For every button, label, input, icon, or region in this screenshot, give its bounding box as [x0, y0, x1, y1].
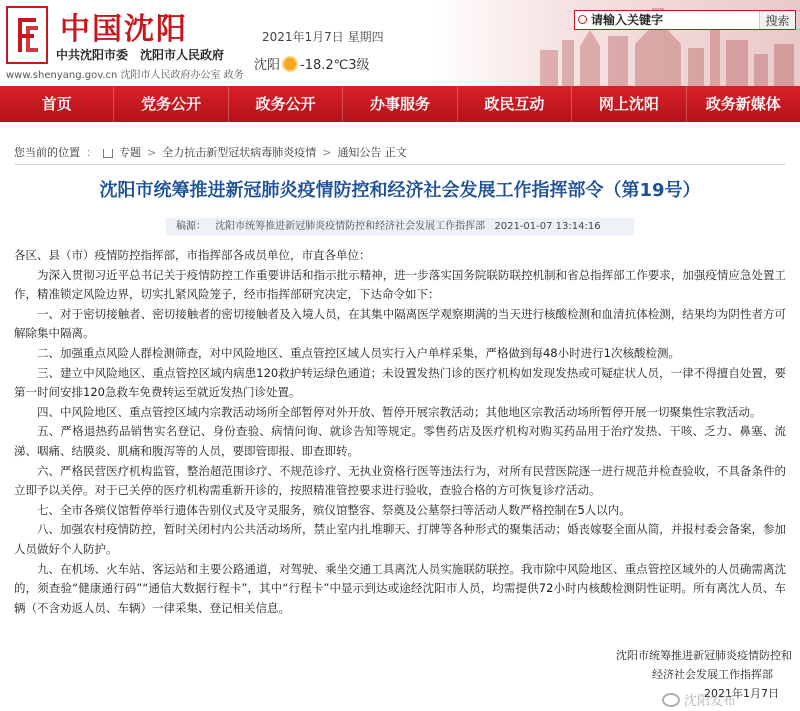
breadcrumb-divider [14, 164, 786, 165]
article-source: 沈阳市统筹推进新冠肺炎疫情防控和经济社会发展工作指挥部 [215, 221, 486, 232]
search-box [574, 10, 796, 30]
article-datetime: 2021-01-07 13:14:16 [494, 221, 601, 232]
breadcrumb-separator: > [322, 145, 332, 159]
weather-city: 沈阳 [254, 58, 281, 73]
nav-item-party-affairs[interactable]: 党务公开 [114, 86, 228, 122]
weather-text: -18.2℃3级 [300, 58, 370, 73]
article-body [14, 246, 786, 618]
search-input[interactable] [575, 11, 759, 29]
article-paragraph: 五、严格退热药品销售实名登记、身份查验、病情问询、就诊告知等规定。零售药店及医疗机构对购买药品用于治疗发热、干咳、乏力、鼻塞、流涕、咽痛、结膜炎、肌痛和腹泻等的人员，要即管即报、即查即转。 [14, 424, 786, 458]
article-paragraph: 为深入贯彻习近平总书记关于疫情防控工作重要讲话和指示批示精神，进一步落实国务院联防联控机制和省总指挥部工作要求，加强疫情应急处置工作，精准锁定风险边界，切实扎紧风险笼子，经市指挥部研究决定，下达命令如下： [14, 267, 786, 302]
home-icon [103, 149, 113, 158]
source-label: 稿源： [176, 221, 206, 232]
breadcrumb [14, 144, 407, 160]
main-navigation [0, 86, 800, 122]
article-meta [166, 218, 634, 236]
article-paragraph: 七、全市各殡仪馆暂停举行遗体告别仪式及守灵服务，殡仪馆整容、祭奠及公墓祭扫等活动人数严格控制在5人以内。 [37, 502, 631, 517]
breadcrumb-item-notice[interactable]: 通知公告 正文 [337, 146, 407, 159]
weibo-watermark [662, 690, 736, 709]
breadcrumb-prefix: 您当前的位置 [14, 146, 80, 159]
weather-widget [254, 54, 370, 73]
weibo-icon [662, 693, 680, 707]
nav-item-new-media[interactable]: 政务新媒体 [705, 95, 781, 113]
nav-item-home[interactable]: 首页 [0, 86, 114, 122]
seal-logo-icon [12, 14, 42, 56]
breadcrumb-item-topic[interactable]: 专题 [119, 146, 141, 159]
nav-item-services[interactable]: 办事服务 [343, 86, 457, 122]
nav-item-online-shenyang[interactable]: 网上沈阳 [572, 86, 686, 122]
search-icon [578, 15, 587, 24]
current-date: 2021年1月7日 星期四 [262, 30, 384, 44]
breadcrumb-separator: ： [86, 146, 97, 159]
sun-icon [284, 58, 296, 70]
search-button[interactable]: 搜索 [759, 11, 795, 29]
breadcrumb-item-covid[interactable]: 全力抗击新型冠状病毒肺炎疫情 [162, 146, 317, 159]
nav-item-interaction[interactable]: 政民互动 [458, 86, 572, 122]
article-title: 沈阳市统筹推进新冠肺炎疫情防控和经济社会发展工作指挥部令（第19号） [99, 180, 701, 201]
article-paragraph: 六、严格民营医疗机构监管，整治超范围诊疗、不规范诊疗、无执业资格行医等违法行为，对所有民营医院逐一进行规范并检查验收，不具备条件的立即予以关停。对于已关停的医疗机构需重新开诊的，按照精准管控要求进行验收，查验合格的方可恢复诊疗活动。 [14, 463, 786, 498]
article-paragraph: 八、加强农村疫情防控，暂时关闭村内公共活动场所，禁止室内扎堆聊天、打牌等各种形式的聚集活动；婚丧嫁娶全面从简，并报村委会备案，参加人员做好个人防护。 [14, 522, 786, 556]
article-paragraph: 三、建立中风险地区、重点管控区域内病患120救护转运绿色通道；未设置发热门诊的医疗机构如发现发热或可疑症状人员，一律不得擅自处置，要第一时间安排120急救车免费转运至就近发热门诊处置。 [14, 365, 786, 400]
article-paragraph: 九、在机场、火车站、客运站和主要公路通道，对驾驶、乘坐交通工具离沈人员实施联防联控。我市除中风险地区、重点管控区域外的人员确需离沈的，须查验“健康通行码”“通信大数据行程卡”，其中“行程卡”中显示到达或途经沈阳市人员，均需提供72小时内核酸检测阴性证明。所有离沈人员、车辆（不含劝返人员、车辆）一律采集、登记相关信息。 [14, 561, 786, 615]
nav-item-government-affairs[interactable]: 政务公开 [229, 86, 343, 122]
site-header [0, 0, 800, 86]
breadcrumb-separator: > [147, 145, 157, 159]
signature-date: 2021年1月7日 [704, 687, 779, 700]
site-logo[interactable] [6, 6, 48, 64]
watermark-text: 沈阳发布 [684, 694, 737, 709]
article-paragraph: 一、对于密切接触者、密切接触者的密切接触者及入境人员，在其集中隔离医学观察期满的当天进行核酸检测和血清抗体检测，结果均为阴性者方可解除集中隔离。 [14, 306, 786, 341]
site-name: 中国沈阳 [60, 12, 188, 47]
article-paragraph: 四、中风险地区、重点管控区域内宗教活动场所全部暂停对外开放、暂停开展宗教活动；其他地区宗教活动场所暂停开展一切聚集性宗教活动。 [37, 404, 762, 419]
article-paragraph: 二、加强重点风险人群检测筛查，对中风险地区、重点管控区域人员实行入户单样采集，严格做到每48小时进行1次核酸检测。 [37, 345, 680, 360]
article-paragraph: 各区、县（市）疫情防控指挥部，市指挥部各成员单位，市直各单位： [14, 248, 371, 262]
site-organization: 中共沈阳市委 沈阳市人民政府 [56, 48, 225, 62]
signature-line-1: 沈阳市统筹推进新冠肺炎疫情防控和 [616, 649, 792, 662]
site-url: www.shenyang.gov.cn 沈阳市人民政府办公室 政务 [6, 70, 244, 81]
signature-line-2: 经济社会发展工作指挥部 [652, 668, 773, 681]
